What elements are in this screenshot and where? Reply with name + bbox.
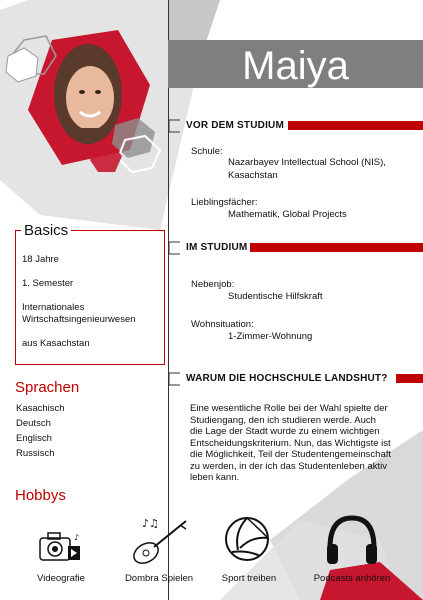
svg-text:♪♫: ♪♫ bbox=[142, 517, 159, 530]
school-label: Schule: bbox=[191, 146, 223, 157]
paragraph-line: die Möglichkeit, Teil der Studentengemeinschaft bbox=[190, 449, 392, 460]
job-label: Nebenjob: bbox=[191, 279, 235, 290]
camera-icon bbox=[38, 530, 84, 564]
subjects-value: Mathematik, Global Projects bbox=[228, 209, 347, 220]
section-header-why bbox=[168, 372, 423, 386]
paragraph-line: zu werden, in der ich das Studentenleben aktiv bbox=[190, 460, 387, 472]
hobby-label: Dombra Spielen bbox=[124, 573, 194, 584]
hobby-label: Videografie bbox=[37, 573, 85, 584]
profile-photo bbox=[52, 42, 124, 146]
language-item: Englisch bbox=[16, 433, 52, 444]
volleyball-icon bbox=[224, 516, 270, 562]
hobby-label: Sport treiben bbox=[221, 573, 277, 584]
school-value: Nazarbayev Intellectual School (NIS), bbox=[228, 157, 386, 168]
living-value: 1-Zimmer-Wohnung bbox=[228, 331, 313, 342]
school-value-2: Kasachstan bbox=[228, 170, 278, 181]
svg-text:♪: ♪ bbox=[74, 533, 80, 542]
paragraph-line: leben kann. bbox=[190, 472, 240, 483]
section-title: VOR DEM STUDIUM bbox=[186, 120, 284, 131]
section-bar bbox=[250, 243, 423, 252]
language-item: Deutsch bbox=[16, 418, 51, 429]
age: 18 Jahre bbox=[22, 254, 59, 265]
semester: 1. Semester bbox=[22, 278, 74, 289]
paragraph-line: Studiengang, den ich studieren werde. Auch bbox=[190, 414, 376, 426]
dombra-icon bbox=[128, 515, 190, 567]
bracket-icon bbox=[168, 372, 182, 386]
section-header-before bbox=[168, 119, 423, 133]
bracket-icon bbox=[168, 119, 182, 133]
why-paragraph bbox=[190, 403, 415, 484]
bracket-icon bbox=[168, 241, 182, 255]
program-line-2: Wirtschaftsingenieurwesen bbox=[22, 314, 136, 325]
job-value: Studentische Hilfskraft bbox=[228, 291, 323, 302]
hobbies-title: Hobbys bbox=[15, 487, 66, 504]
origin: aus Kasachstan bbox=[22, 338, 90, 349]
headphones-icon bbox=[323, 514, 381, 566]
paragraph-line: die Lage der Stadt wurde zu einem wichtigen bbox=[190, 426, 380, 437]
hobby-label: Podcasts anhören bbox=[313, 573, 391, 584]
paragraph-line: Eine wesentliche Rolle bei der Wahl spielte der bbox=[190, 403, 388, 414]
living-label: Wohnsituation: bbox=[191, 319, 254, 330]
languages-title: Sprachen bbox=[15, 379, 80, 396]
paragraph-line: Entscheidungskriterium. Nun, das Wichtigste ist bbox=[190, 437, 391, 449]
language-item: Russisch bbox=[16, 448, 55, 459]
subjects-label: Lieblingsfächer: bbox=[191, 197, 258, 208]
page-title: Maiya bbox=[242, 44, 349, 88]
section-header-during bbox=[168, 241, 423, 255]
program-line-1: Internationales bbox=[22, 302, 85, 313]
language-item: Kasachisch bbox=[16, 403, 65, 414]
basics-title: Basics bbox=[21, 222, 71, 239]
section-title: WARUM DIE HOCHSCHULE LANDSHUT? bbox=[186, 373, 388, 384]
section-title: IM STUDIUM bbox=[186, 242, 248, 253]
section-bar bbox=[396, 374, 423, 383]
section-bar bbox=[288, 121, 423, 130]
